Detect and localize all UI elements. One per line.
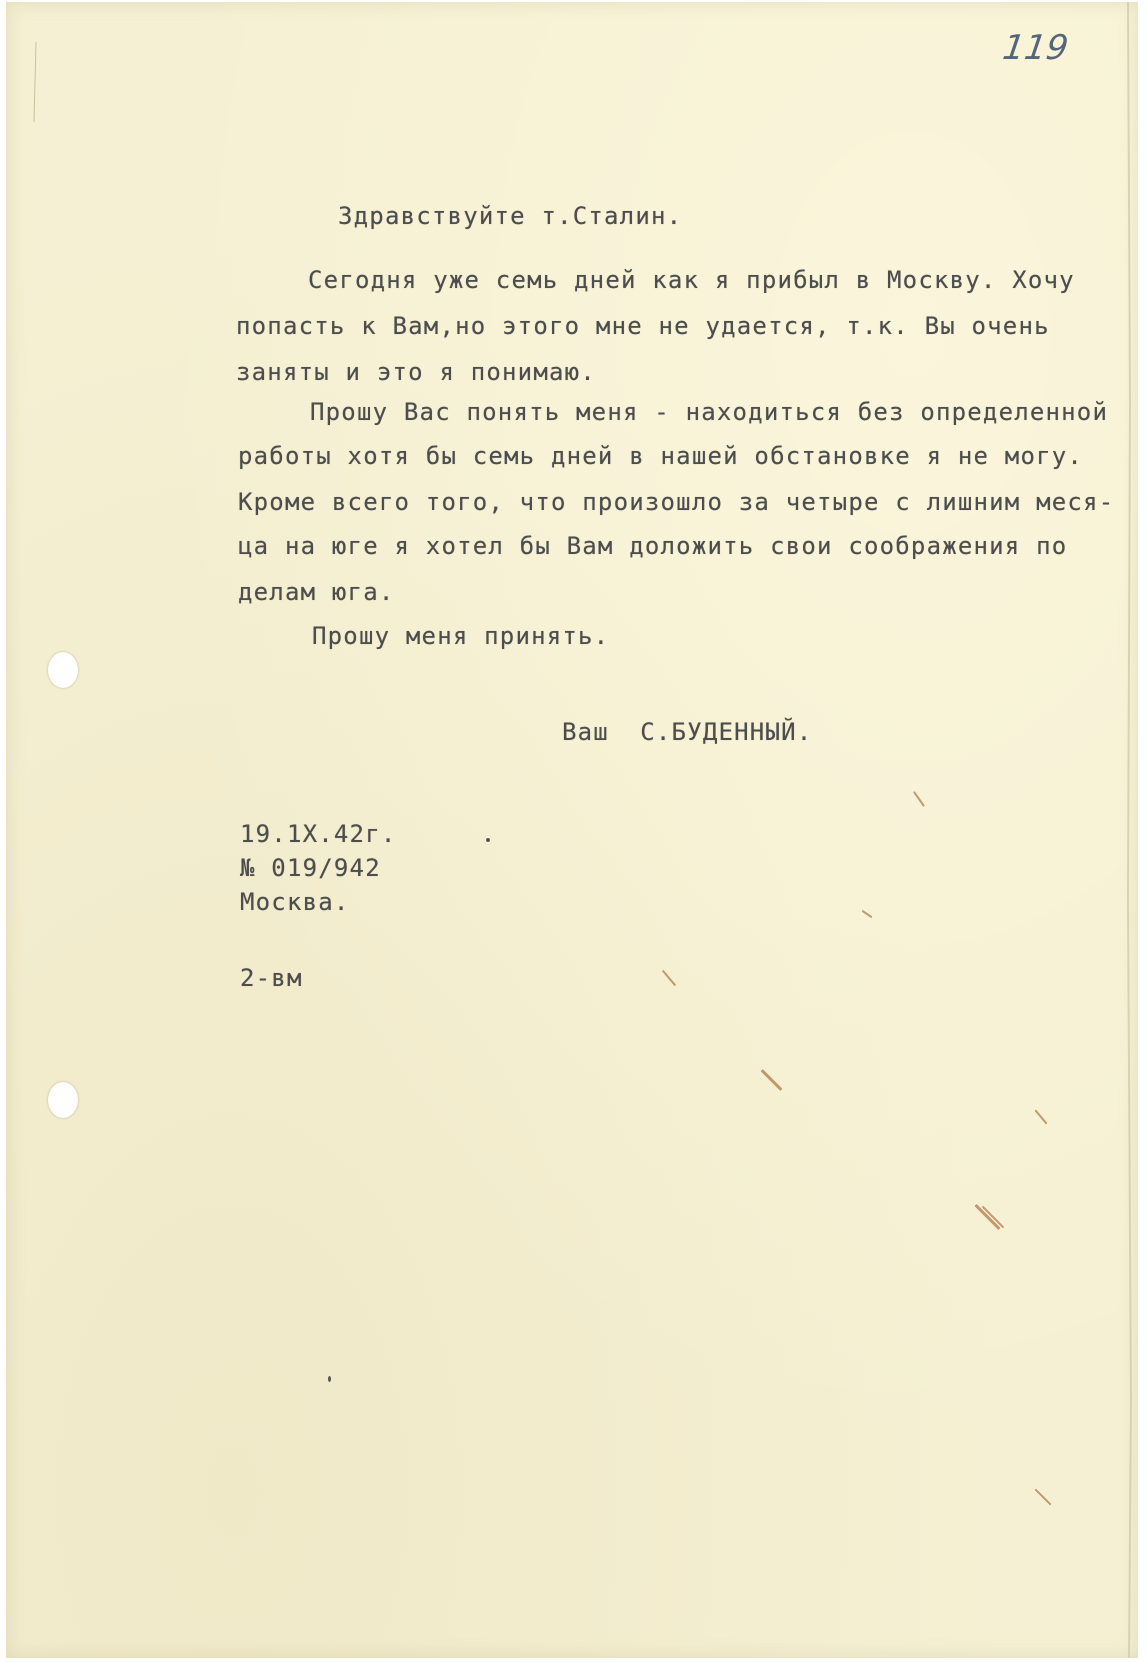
paragraph2-line4: ца на юге я хотел бы Вам доложить свои соображения по: [238, 532, 1068, 560]
foxing-mark: [862, 910, 873, 919]
paragraph2-line2: работы хотя бы семь дней в нашей обстановке я не могу.: [238, 442, 1084, 470]
request-line: Прошу меня принять.: [312, 622, 610, 650]
copies-note: 2-вм: [240, 964, 303, 992]
document-page: [6, 2, 1138, 1658]
date-line: 19.1X.42г.: [240, 820, 397, 848]
paragraph1-line2: попасть к Вам,но этого мне не удается, т.к. Вы очень: [236, 312, 1050, 340]
foxing-mark: [662, 970, 676, 987]
paragraph2-line1: Прошу Вас понять меня - находиться без определенной: [310, 398, 1109, 426]
folio-number: 119: [1000, 28, 1071, 68]
punch-hole-top: [48, 652, 78, 688]
greeting: Здравствуйте т.Сталин.: [338, 202, 683, 230]
foxing-mark: [761, 1069, 783, 1091]
paper-edge-wear: [6, 2, 1138, 1658]
foxing-mark: [974, 1204, 1000, 1230]
paragraph2-line3: Кроме всего того, что произошло за четыре с лишним меся-: [238, 488, 1115, 516]
place-line: Москва.: [240, 888, 350, 916]
paragraph1-line1: Сегодня уже семь дней как я прибыл в Москву. Хочу: [308, 266, 1075, 294]
ink-speck: [328, 1376, 331, 1382]
foxing-mark: [1034, 1109, 1047, 1124]
foxing-mark: [1035, 1489, 1052, 1506]
reference-number: № 019/942: [240, 854, 381, 882]
paragraph1-line3: заняты и это я понимаю.: [236, 358, 596, 386]
punch-hole-bottom: [48, 1082, 78, 1118]
paragraph2-line5: делам юга.: [238, 578, 395, 606]
signature: Ваш С.БУДЕННЫЙ.: [562, 718, 813, 746]
foxing-mark: [913, 791, 925, 807]
ink-speck: [486, 838, 490, 842]
